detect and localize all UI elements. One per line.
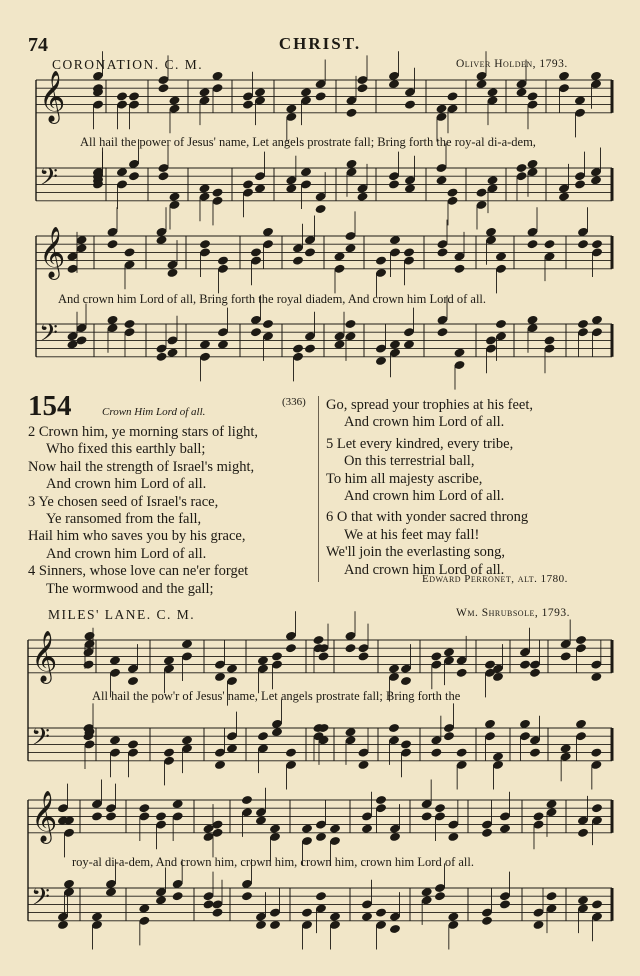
note-head bbox=[515, 87, 527, 97]
verse-line: Go, spread your trophies at his feet, bbox=[326, 397, 533, 413]
note-head bbox=[590, 747, 602, 757]
note-head bbox=[436, 247, 448, 257]
note-head bbox=[211, 907, 223, 917]
note-head bbox=[57, 920, 69, 930]
note-head bbox=[591, 803, 603, 813]
verse-line: And crown him Lord of all. bbox=[344, 561, 505, 578]
note-head bbox=[271, 727, 283, 737]
note-head bbox=[315, 891, 327, 901]
note-head bbox=[443, 731, 455, 741]
note-head bbox=[532, 920, 544, 930]
note-head bbox=[575, 719, 587, 729]
note-head bbox=[543, 335, 555, 345]
note-head bbox=[262, 227, 274, 237]
note-head bbox=[529, 668, 541, 678]
note-head bbox=[485, 335, 497, 345]
note-head bbox=[495, 319, 507, 329]
note-head bbox=[317, 651, 329, 661]
note-head bbox=[356, 83, 368, 93]
verse-line: We'll join the everlasting song, bbox=[326, 544, 506, 561]
note-head bbox=[577, 239, 589, 249]
verse-line: 4 Sinners, whose love can ne'er forget bbox=[28, 563, 249, 580]
hymn-number: 154 bbox=[28, 390, 72, 422]
note-head bbox=[155, 895, 167, 905]
note-head bbox=[226, 743, 238, 753]
note-head bbox=[577, 895, 589, 905]
note-head bbox=[453, 347, 465, 357]
note-head bbox=[312, 635, 324, 645]
note-head bbox=[447, 832, 459, 842]
note-head bbox=[106, 315, 118, 325]
note-head bbox=[400, 739, 412, 749]
note-head bbox=[389, 235, 401, 245]
note-head bbox=[241, 891, 253, 901]
lyric-line: roy-al di-a-dem, And crown him, crown him, crown him, crown him Lord of all. bbox=[72, 855, 474, 869]
note-head bbox=[172, 891, 184, 901]
note-head bbox=[315, 832, 327, 842]
note-head bbox=[123, 319, 135, 329]
treble-clef: 𝄞 bbox=[39, 70, 66, 122]
verse-line: And crown him Lord of all. bbox=[46, 476, 207, 493]
note-head bbox=[82, 659, 94, 669]
note-head bbox=[63, 879, 75, 889]
note-head bbox=[304, 247, 316, 257]
note-head bbox=[255, 815, 267, 825]
note-head bbox=[333, 339, 345, 349]
note-head bbox=[375, 255, 387, 265]
note-head bbox=[166, 347, 178, 357]
note-head bbox=[199, 339, 211, 349]
note-head bbox=[285, 103, 297, 113]
note-head bbox=[123, 247, 135, 257]
note-head bbox=[329, 823, 341, 833]
note-head bbox=[590, 672, 602, 682]
note-head bbox=[543, 239, 555, 249]
note-head bbox=[301, 823, 313, 833]
note-head bbox=[226, 663, 238, 673]
note-head bbox=[128, 171, 140, 181]
note-head bbox=[486, 87, 498, 97]
composer: Oliver Holden, 1793. bbox=[456, 58, 568, 70]
note-head bbox=[499, 899, 511, 909]
note-head bbox=[421, 811, 433, 821]
note-head bbox=[241, 795, 253, 805]
note-head bbox=[181, 639, 193, 649]
note-head bbox=[344, 727, 356, 737]
note-head bbox=[481, 828, 493, 838]
note-head bbox=[344, 243, 356, 253]
note-head bbox=[434, 803, 446, 813]
verse-line: Who fixed this earthly ball; bbox=[46, 441, 206, 458]
note-head bbox=[155, 811, 167, 821]
note-head bbox=[168, 191, 180, 201]
note-head bbox=[285, 747, 297, 757]
note-head bbox=[361, 911, 373, 921]
note-head bbox=[211, 187, 223, 197]
note-head bbox=[560, 743, 572, 753]
note-head bbox=[315, 91, 327, 101]
note-head bbox=[168, 95, 180, 105]
verse-line: 5 Let every kindred, every tribe, bbox=[326, 435, 514, 452]
note-head bbox=[105, 811, 117, 821]
note-head bbox=[315, 204, 327, 214]
note-head bbox=[269, 823, 281, 833]
note-head bbox=[285, 183, 297, 193]
note-head bbox=[591, 315, 603, 325]
note-head bbox=[436, 327, 448, 337]
note-head bbox=[211, 71, 223, 81]
note-head bbox=[456, 747, 468, 757]
note-head bbox=[574, 95, 586, 105]
verse-line: And crown him Lord of all. bbox=[344, 488, 505, 505]
verse-line: Now hail the strength of Israel's might, bbox=[28, 458, 255, 475]
treble-clef: 𝄞 bbox=[39, 226, 66, 278]
note-head bbox=[285, 643, 297, 653]
chapter-heading: CHRIST. bbox=[278, 34, 362, 53]
note-head bbox=[590, 71, 602, 81]
note-head bbox=[83, 631, 95, 641]
note-head bbox=[127, 676, 139, 686]
note-head bbox=[574, 179, 586, 189]
note-head bbox=[292, 255, 304, 265]
note-head bbox=[138, 803, 150, 813]
verse-line: Ye ransomed from the fall, bbox=[46, 511, 202, 528]
note-head bbox=[403, 247, 415, 257]
note-head bbox=[300, 87, 312, 97]
verse-line: 3 Ye chosen seed of Israel's race, bbox=[28, 493, 219, 510]
note-head bbox=[404, 183, 416, 193]
note-head bbox=[545, 891, 557, 901]
note-head bbox=[484, 719, 496, 729]
verse-line: Hail him who saves you by his grace, bbox=[28, 528, 246, 545]
note-head bbox=[388, 663, 400, 673]
note-head bbox=[214, 672, 226, 682]
note-head bbox=[301, 907, 313, 917]
note-head bbox=[217, 255, 229, 265]
note-head bbox=[138, 903, 150, 913]
composer: Wm. Shrubsole, 1793. bbox=[456, 607, 570, 619]
note-head bbox=[499, 823, 511, 833]
note-head bbox=[292, 343, 304, 353]
note-head bbox=[199, 239, 211, 249]
note-head bbox=[485, 227, 497, 237]
note-head bbox=[271, 651, 283, 661]
verse-line: And crown him Lord of all. bbox=[46, 545, 207, 562]
note-head bbox=[214, 760, 226, 770]
note-head bbox=[198, 183, 210, 193]
note-head bbox=[435, 175, 447, 185]
note-head bbox=[116, 91, 128, 101]
note-head bbox=[109, 655, 121, 665]
note-head bbox=[453, 264, 465, 274]
note-head bbox=[250, 327, 262, 337]
verse-line: On this terrestrial ball, bbox=[344, 453, 475, 470]
note-head bbox=[198, 87, 210, 97]
note-head bbox=[430, 651, 442, 661]
note-head bbox=[304, 343, 316, 353]
note-head bbox=[430, 747, 442, 757]
verse-line: The wormwood and the gall; bbox=[46, 580, 214, 597]
note-head bbox=[257, 655, 269, 665]
note-head bbox=[155, 352, 167, 362]
note-head bbox=[375, 907, 387, 917]
bass-clef: 𝄢 bbox=[39, 162, 58, 197]
note-head bbox=[217, 339, 229, 349]
note-head bbox=[166, 268, 178, 278]
note-head bbox=[526, 315, 538, 325]
note-head bbox=[404, 99, 416, 109]
note-head bbox=[357, 651, 369, 661]
note-head bbox=[172, 799, 184, 809]
note-head bbox=[388, 179, 400, 189]
note-head bbox=[529, 747, 541, 757]
note-head bbox=[545, 799, 557, 809]
tune-name: CORONATION. C. M. bbox=[52, 57, 204, 72]
note-head bbox=[105, 887, 117, 897]
note-head bbox=[495, 251, 507, 261]
note-head bbox=[357, 760, 369, 770]
note-head bbox=[329, 911, 341, 921]
note-head bbox=[300, 167, 312, 177]
note-head bbox=[443, 647, 455, 657]
note-head bbox=[157, 171, 169, 181]
note-head bbox=[255, 920, 267, 930]
note-head bbox=[254, 87, 266, 97]
note-head bbox=[558, 71, 570, 81]
note-head bbox=[446, 187, 458, 197]
note-head bbox=[475, 187, 487, 197]
note-head bbox=[519, 719, 531, 729]
note-head bbox=[389, 832, 401, 842]
note-head bbox=[434, 891, 446, 901]
lyric-line: All hail the pow'r of Jesus' name, Let angels prostrate fall; Bring forth the bbox=[92, 689, 461, 703]
note-head bbox=[435, 103, 447, 113]
note-head bbox=[389, 339, 401, 349]
note-head bbox=[344, 643, 356, 653]
note-head bbox=[345, 159, 357, 169]
note-head bbox=[375, 795, 387, 805]
bass-clef: 𝄢 bbox=[31, 722, 50, 757]
note-head bbox=[515, 163, 527, 173]
page-number: 74 bbox=[28, 34, 48, 56]
note-head bbox=[403, 339, 415, 349]
note-head bbox=[558, 191, 570, 201]
verse-line: And crown him Lord of all. bbox=[344, 414, 505, 431]
note-head bbox=[356, 191, 368, 201]
note-head bbox=[475, 79, 487, 89]
note-head bbox=[375, 356, 387, 366]
note-head bbox=[481, 916, 493, 926]
note-head bbox=[577, 828, 589, 838]
verse-line: 6 O that with yonder sacred throng bbox=[326, 509, 529, 526]
treble-clef: 𝄞 bbox=[31, 790, 58, 842]
note-head bbox=[575, 635, 587, 645]
note-head bbox=[519, 659, 531, 669]
note-head bbox=[345, 108, 357, 118]
note-head bbox=[591, 899, 603, 909]
note-head bbox=[532, 811, 544, 821]
lyric-line: All hail the power of Jesus' name, Let angels prostrate fall; Bring forth the roy-al di-a-dem, bbox=[80, 135, 536, 149]
note-head bbox=[262, 319, 274, 329]
note-head bbox=[421, 887, 433, 897]
note-head bbox=[181, 735, 193, 745]
note-head bbox=[526, 159, 538, 169]
note-head bbox=[361, 823, 373, 833]
note-head bbox=[106, 239, 118, 249]
note-head bbox=[116, 167, 128, 177]
note-head bbox=[91, 911, 103, 921]
bass-clef: 𝄢 bbox=[39, 318, 58, 353]
verse-line: 2 Crown him, ye morning stars of light, bbox=[28, 424, 258, 440]
note-head bbox=[389, 924, 401, 934]
note-head bbox=[492, 751, 504, 761]
note-head bbox=[242, 99, 254, 109]
note-head bbox=[254, 183, 266, 193]
note-head bbox=[333, 251, 345, 261]
hymn-reference: (336) bbox=[282, 396, 306, 408]
note-head bbox=[128, 91, 140, 101]
note-head bbox=[344, 319, 356, 329]
note-head bbox=[526, 239, 538, 249]
tune-name: MILES' LANE. C. M. bbox=[48, 607, 196, 622]
verse-line: To him all majesty ascribe, bbox=[326, 470, 483, 487]
note-head bbox=[456, 668, 468, 678]
lyric-line: And crown him Lord of all, Bring forth the royal diadem, And crown him Lord of all. bbox=[58, 292, 487, 306]
note-head bbox=[163, 747, 175, 757]
note-head bbox=[447, 911, 459, 921]
treble-clef: 𝄞 bbox=[31, 630, 58, 682]
verse-line: We at his feet may fall! bbox=[344, 526, 480, 543]
note-head bbox=[560, 651, 572, 661]
note-head bbox=[400, 676, 412, 686]
note-head bbox=[127, 739, 139, 749]
note-head bbox=[388, 79, 400, 89]
note-head bbox=[577, 319, 589, 329]
note-head bbox=[591, 239, 603, 249]
note-head bbox=[109, 735, 121, 745]
note-head bbox=[269, 920, 281, 930]
note-head bbox=[250, 247, 262, 257]
note-head bbox=[163, 655, 175, 665]
bass-clef: 𝄢 bbox=[31, 882, 50, 917]
note-head bbox=[257, 731, 269, 741]
hymn-title: Crown Him Lord of all. bbox=[102, 406, 206, 418]
note-head bbox=[388, 723, 400, 733]
note-head bbox=[155, 235, 167, 245]
note-head bbox=[242, 179, 254, 189]
note-head bbox=[590, 175, 602, 185]
hymn-author: Edward Perronet, alt. 1780. bbox=[422, 573, 568, 585]
note-head bbox=[446, 91, 458, 101]
note-head bbox=[526, 91, 538, 101]
note-head bbox=[486, 175, 498, 185]
note-head bbox=[91, 811, 103, 821]
note-head bbox=[157, 83, 169, 93]
